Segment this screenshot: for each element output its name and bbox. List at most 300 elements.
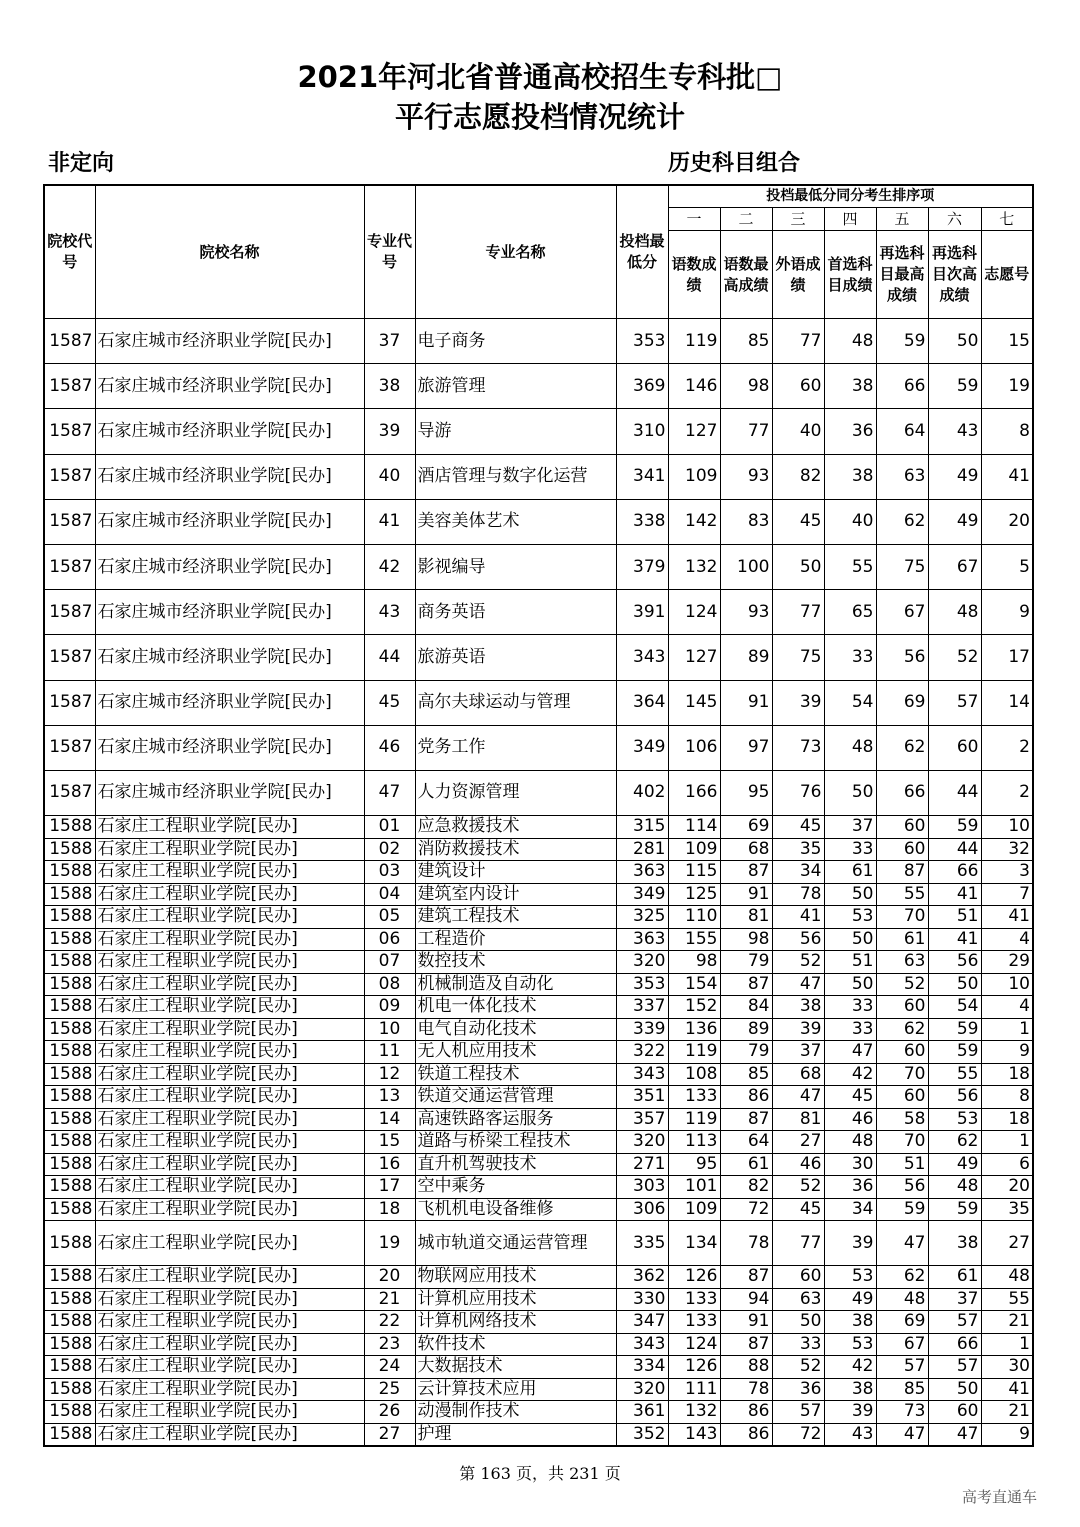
header-order-label: 七 [981,208,1033,231]
cell-order-2: 93 [720,454,772,499]
table-row [44,1131,1033,1154]
table-row [44,906,1033,929]
cell-order-3: 45 [772,499,824,544]
cell-order-3: 78 [772,883,824,906]
cell-major-code: 14 [364,1108,415,1131]
cell-order-7: 8 [981,409,1033,454]
cell-order-4: 39 [824,1401,876,1424]
cell-order-2: 84 [720,996,772,1019]
cell-order-6: 48 [928,590,981,635]
page-title-line2: 平行志愿投档情况统计 [394,100,685,134]
cell-school-name: 石家庄城市经济职业学院[民办] [95,590,364,635]
cell-school-name: 石家庄工程职业学院[民办] [95,1063,364,1086]
cell-order-4: 38 [824,1311,876,1334]
table-row [44,1401,1033,1424]
header-order-item: 志愿号 [981,231,1033,319]
cell-major-code: 10 [364,1018,415,1041]
cell-order-2: 79 [720,1041,772,1064]
cell-order-1: 106 [668,725,720,770]
cell-school-code: 1587 [44,770,95,815]
cell-order-3: 50 [772,1311,824,1334]
cell-order-4: 36 [824,1176,876,1199]
cell-order-7: 17 [981,635,1033,680]
cell-order-3: 36 [772,1378,824,1401]
cell-order-6: 50 [928,319,981,364]
cell-school-name: 石家庄工程职业学院[民办] [95,1266,364,1289]
cell-order-1: 124 [668,1333,720,1356]
cell-order-2: 87 [720,861,772,884]
cell-order-5: 59 [876,319,928,364]
cell-order-5: 67 [876,590,928,635]
cell-order-2: 93 [720,590,772,635]
cell-order-5: 48 [876,1288,928,1311]
cell-order-5: 75 [876,544,928,589]
table-row [44,1266,1033,1289]
cell-school-name: 石家庄工程职业学院[民办] [95,1041,364,1064]
cell-major-name: 旅游管理 [415,364,616,409]
cell-min-score: 353 [616,319,668,364]
cell-major-name: 建筑工程技术 [415,906,616,929]
cell-order-7: 21 [981,1311,1033,1334]
page-footer: 第 163 页，共 231 页 [459,1464,621,1483]
cell-order-3: 39 [772,1018,824,1041]
cell-school-code: 1588 [44,861,95,884]
cell-order-6: 60 [928,1401,981,1424]
cell-order-2: 68 [720,838,772,861]
cell-order-3: 40 [772,409,824,454]
cell-order-3: 46 [772,1153,824,1176]
cell-order-2: 100 [720,544,772,589]
cell-order-5: 62 [876,725,928,770]
table-row [44,635,1033,680]
cell-school-name: 石家庄工程职业学院[民办] [95,1311,364,1334]
cell-min-score: 353 [616,973,668,996]
cell-order-3: 39 [772,680,824,725]
table-row [44,1018,1033,1041]
cell-major-name: 影视编导 [415,544,616,589]
cell-order-2: 87 [720,1266,772,1289]
cell-order-1: 109 [668,454,720,499]
cell-order-3: 38 [772,996,824,1019]
cell-order-3: 45 [772,1198,824,1221]
cell-order-2: 82 [720,1176,772,1199]
cell-order-7: 20 [981,1176,1033,1199]
cell-order-5: 47 [876,1423,928,1446]
cell-school-code: 1587 [44,635,95,680]
cell-min-score: 357 [616,1108,668,1131]
cell-major-code: 42 [364,544,415,589]
cell-school-name: 石家庄城市经济职业学院[民办] [95,544,364,589]
cell-school-name: 石家庄工程职业学院[民办] [95,1086,364,1109]
cell-order-7: 18 [981,1063,1033,1086]
cell-min-score: 337 [616,996,668,1019]
cell-order-3: 50 [772,544,824,589]
cell-min-score: 362 [616,1266,668,1289]
cell-order-2: 87 [720,1108,772,1131]
page-title-line1: 2021年河北省普通高校招生专科批□ [297,60,783,94]
cell-order-4: 38 [824,1378,876,1401]
cell-order-1: 98 [668,951,720,974]
cell-school-code: 1588 [44,1041,95,1064]
cell-school-name: 石家庄城市经济职业学院[民办] [95,635,364,680]
cell-min-score: 334 [616,1356,668,1379]
cell-order-1: 119 [668,319,720,364]
cell-order-2: 81 [720,906,772,929]
cell-order-3: 75 [772,635,824,680]
cell-order-7: 1 [981,1333,1033,1356]
cell-school-code: 1588 [44,951,95,974]
cell-school-code: 1588 [44,1086,95,1109]
cell-order-5: 63 [876,951,928,974]
cell-school-name: 石家庄城市经济职业学院[民办] [95,409,364,454]
cell-order-1: 111 [668,1378,720,1401]
cell-school-code: 1588 [44,1108,95,1131]
cell-order-2: 85 [720,319,772,364]
cell-order-7: 9 [981,1423,1033,1446]
cell-school-code: 1588 [44,1018,95,1041]
cell-order-4: 40 [824,499,876,544]
cell-school-name: 石家庄工程职业学院[民办] [95,1153,364,1176]
cell-order-5: 56 [876,635,928,680]
cell-school-code: 1588 [44,1266,95,1289]
cell-order-1: 145 [668,680,720,725]
cell-order-2: 64 [720,1131,772,1154]
cell-order-5: 67 [876,1333,928,1356]
cell-order-7: 4 [981,928,1033,951]
cell-order-5: 62 [876,1018,928,1041]
cell-order-3: 77 [772,319,824,364]
cell-major-name: 道路与桥梁工程技术 [415,1131,616,1154]
cell-order-4: 45 [824,1086,876,1109]
cell-order-4: 34 [824,1198,876,1221]
cell-order-2: 78 [720,1221,772,1266]
cell-school-code: 1587 [44,680,95,725]
cell-school-code: 1588 [44,1221,95,1266]
cell-major-name: 建筑室内设计 [415,883,616,906]
table-row [44,1311,1033,1334]
cell-order-2: 83 [720,499,772,544]
cell-major-code: 15 [364,1131,415,1154]
cell-major-name: 物联网应用技术 [415,1266,616,1289]
cell-order-3: 72 [772,1423,824,1446]
admission-table [43,184,1034,1447]
cell-order-4: 61 [824,861,876,884]
table-row [44,1063,1033,1086]
cell-order-7: 41 [981,1378,1033,1401]
cell-order-2: 72 [720,1198,772,1221]
cell-order-6: 59 [928,1198,981,1221]
cell-order-5: 60 [876,838,928,861]
header-school-code: 院校代号 [44,185,95,319]
cell-order-7: 6 [981,1153,1033,1176]
cell-major-name: 消防救援技术 [415,838,616,861]
cell-order-2: 86 [720,1401,772,1424]
cell-order-6: 51 [928,906,981,929]
cell-major-name: 铁道交通运营管理 [415,1086,616,1109]
cell-school-name: 石家庄工程职业学院[民办] [95,1198,364,1221]
header-tie-group: 投档最低分同分考生排序项 [668,185,1033,208]
cell-order-3: 60 [772,364,824,409]
cell-major-code: 45 [364,680,415,725]
cell-major-code: 25 [364,1378,415,1401]
cell-order-4: 33 [824,1018,876,1041]
cell-school-name: 石家庄工程职业学院[民办] [95,1288,364,1311]
header-min-score: 投档最低分 [616,185,668,319]
cell-order-1: 127 [668,409,720,454]
cell-order-1: 166 [668,770,720,815]
cell-order-3: 63 [772,1288,824,1311]
cell-order-1: 110 [668,906,720,929]
cell-min-score: 361 [616,1401,668,1424]
cell-order-3: 52 [772,951,824,974]
header-major-name: 专业名称 [415,185,616,319]
cell-order-3: 34 [772,861,824,884]
cell-order-5: 60 [876,1086,928,1109]
table-row [44,409,1033,454]
cell-order-5: 69 [876,1311,928,1334]
cell-min-score: 339 [616,1018,668,1041]
cell-school-code: 1588 [44,1423,95,1446]
cell-order-4: 53 [824,1266,876,1289]
cell-order-6: 57 [928,1356,981,1379]
cell-order-2: 98 [720,364,772,409]
cell-major-name: 电气自动化技术 [415,1018,616,1041]
header-order-label: 一 [668,208,720,231]
table-row [44,1378,1033,1401]
cell-school-code: 1588 [44,1063,95,1086]
cell-major-code: 12 [364,1063,415,1086]
cell-major-code: 23 [364,1333,415,1356]
cell-major-name: 大数据技术 [415,1356,616,1379]
cell-order-1: 133 [668,1311,720,1334]
cell-order-4: 65 [824,590,876,635]
table-row [44,1423,1033,1446]
cell-major-code: 44 [364,635,415,680]
cell-order-1: 127 [668,635,720,680]
cell-major-name: 导游 [415,409,616,454]
cell-order-1: 114 [668,816,720,839]
cell-school-name: 石家庄工程职业学院[民办] [95,906,364,929]
cell-school-name: 石家庄工程职业学院[民办] [95,861,364,884]
cell-order-3: 52 [772,1356,824,1379]
cell-school-code: 1588 [44,1311,95,1334]
cell-major-code: 37 [364,319,415,364]
cell-order-5: 62 [876,499,928,544]
cell-order-7: 7 [981,883,1033,906]
cell-major-code: 21 [364,1288,415,1311]
cell-school-code: 1588 [44,838,95,861]
cell-min-score: 320 [616,1131,668,1154]
cell-major-name: 旅游英语 [415,635,616,680]
header-major-code: 专业代号 [364,185,415,319]
cell-major-name: 直升机驾驶技术 [415,1153,616,1176]
cell-order-6: 55 [928,1063,981,1086]
table-row [44,1153,1033,1176]
cell-order-2: 98 [720,928,772,951]
cell-order-4: 30 [824,1153,876,1176]
cell-order-6: 44 [928,770,981,815]
cell-order-1: 152 [668,996,720,1019]
table-row [44,725,1033,770]
cell-order-3: 35 [772,838,824,861]
cell-major-code: 04 [364,883,415,906]
cell-order-5: 56 [876,1176,928,1199]
cell-school-name: 石家庄工程职业学院[民办] [95,1108,364,1131]
cell-order-7: 29 [981,951,1033,974]
cell-major-code: 01 [364,816,415,839]
header-order-item: 再选科目最高成绩 [876,231,928,319]
cell-order-3: 81 [772,1108,824,1131]
cell-order-5: 61 [876,928,928,951]
table-row [44,454,1033,499]
cell-major-name: 高速铁路客运服务 [415,1108,616,1131]
cell-order-1: 113 [668,1131,720,1154]
cell-order-5: 70 [876,1131,928,1154]
cell-major-name: 机电一体化技术 [415,996,616,1019]
cell-order-1: 109 [668,838,720,861]
subtitle-left: 非定向 [48,151,115,176]
cell-school-code: 1588 [44,1131,95,1154]
cell-order-6: 66 [928,1333,981,1356]
cell-order-7: 3 [981,861,1033,884]
cell-major-code: 16 [364,1153,415,1176]
cell-order-1: 133 [668,1288,720,1311]
cell-order-2: 85 [720,1063,772,1086]
cell-school-name: 石家庄工程职业学院[民办] [95,928,364,951]
cell-major-name: 商务英语 [415,590,616,635]
cell-order-1: 142 [668,499,720,544]
cell-order-7: 10 [981,973,1033,996]
cell-order-7: 8 [981,1086,1033,1109]
cell-order-2: 69 [720,816,772,839]
cell-order-3: 37 [772,1041,824,1064]
cell-order-5: 73 [876,1401,928,1424]
cell-order-1: 108 [668,1063,720,1086]
table-row [44,590,1033,635]
cell-school-code: 1588 [44,883,95,906]
cell-order-1: 154 [668,973,720,996]
table-row [44,1333,1033,1356]
cell-order-6: 49 [928,454,981,499]
cell-major-name: 空中乘务 [415,1176,616,1199]
cell-order-4: 49 [824,1288,876,1311]
cell-order-2: 61 [720,1153,772,1176]
cell-order-2: 95 [720,770,772,815]
table-row [44,1176,1033,1199]
cell-min-score: 330 [616,1288,668,1311]
table-row [44,838,1033,861]
cell-major-code: 18 [364,1198,415,1221]
cell-school-code: 1588 [44,1153,95,1176]
cell-order-6: 66 [928,861,981,884]
cell-major-name: 工程造价 [415,928,616,951]
cell-order-1: 134 [668,1221,720,1266]
cell-school-code: 1588 [44,1356,95,1379]
cell-major-name: 高尔夫球运动与管理 [415,680,616,725]
cell-major-name: 计算机网络技术 [415,1311,616,1334]
cell-school-code: 1588 [44,1401,95,1424]
cell-order-4: 48 [824,1131,876,1154]
cell-order-1: 136 [668,1018,720,1041]
table-row [44,883,1033,906]
cell-order-5: 51 [876,1153,928,1176]
cell-school-code: 1587 [44,499,95,544]
cell-order-3: 47 [772,973,824,996]
cell-school-name: 石家庄工程职业学院[民办] [95,1333,364,1356]
cell-order-1: 101 [668,1176,720,1199]
cell-order-3: 77 [772,1221,824,1266]
cell-order-4: 43 [824,1423,876,1446]
cell-major-code: 11 [364,1041,415,1064]
table-row [44,1198,1033,1221]
cell-school-name: 石家庄工程职业学院[民办] [95,1018,364,1041]
cell-major-name: 飞机机电设备维修 [415,1198,616,1221]
cell-order-6: 38 [928,1221,981,1266]
cell-order-7: 41 [981,454,1033,499]
cell-min-score: 349 [616,883,668,906]
cell-order-1: 155 [668,928,720,951]
cell-order-5: 52 [876,973,928,996]
header-order-item: 再选科目次高成绩 [928,231,981,319]
cell-order-5: 55 [876,883,928,906]
cell-order-7: 20 [981,499,1033,544]
cell-order-6: 48 [928,1176,981,1199]
cell-order-7: 9 [981,1041,1033,1064]
cell-order-2: 78 [720,1378,772,1401]
cell-order-2: 94 [720,1288,772,1311]
cell-major-name: 护理 [415,1423,616,1446]
cell-major-name: 软件技术 [415,1333,616,1356]
cell-order-1: 146 [668,364,720,409]
cell-major-code: 40 [364,454,415,499]
cell-order-7: 32 [981,838,1033,861]
cell-min-score: 343 [616,1333,668,1356]
cell-order-4: 46 [824,1108,876,1131]
table-row [44,770,1033,815]
cell-order-1: 109 [668,1198,720,1221]
cell-school-name: 石家庄工程职业学院[民办] [95,1401,364,1424]
cell-major-code: 09 [364,996,415,1019]
table-row [44,1221,1033,1266]
cell-school-name: 石家庄城市经济职业学院[民办] [95,680,364,725]
cell-major-code: 38 [364,364,415,409]
cell-order-2: 89 [720,1018,772,1041]
cell-order-7: 10 [981,816,1033,839]
cell-order-6: 43 [928,409,981,454]
cell-school-name: 石家庄工程职业学院[民办] [95,1131,364,1154]
cell-min-score: 341 [616,454,668,499]
cell-min-score: 352 [616,1423,668,1446]
table-row [44,680,1033,725]
cell-order-1: 125 [668,883,720,906]
cell-major-code: 02 [364,838,415,861]
cell-major-code: 24 [364,1356,415,1379]
cell-order-2: 87 [720,973,772,996]
cell-order-6: 56 [928,1086,981,1109]
cell-school-code: 1587 [44,319,95,364]
cell-order-6: 44 [928,838,981,861]
cell-order-4: 50 [824,883,876,906]
cell-order-1: 124 [668,590,720,635]
cell-school-name: 石家庄工程职业学院[民办] [95,1378,364,1401]
cell-school-name: 石家庄城市经济职业学院[民办] [95,319,364,364]
cell-order-4: 47 [824,1041,876,1064]
cell-order-4: 33 [824,635,876,680]
cell-order-2: 77 [720,409,772,454]
cell-order-5: 60 [876,816,928,839]
table-row [44,544,1033,589]
cell-order-1: 95 [668,1153,720,1176]
